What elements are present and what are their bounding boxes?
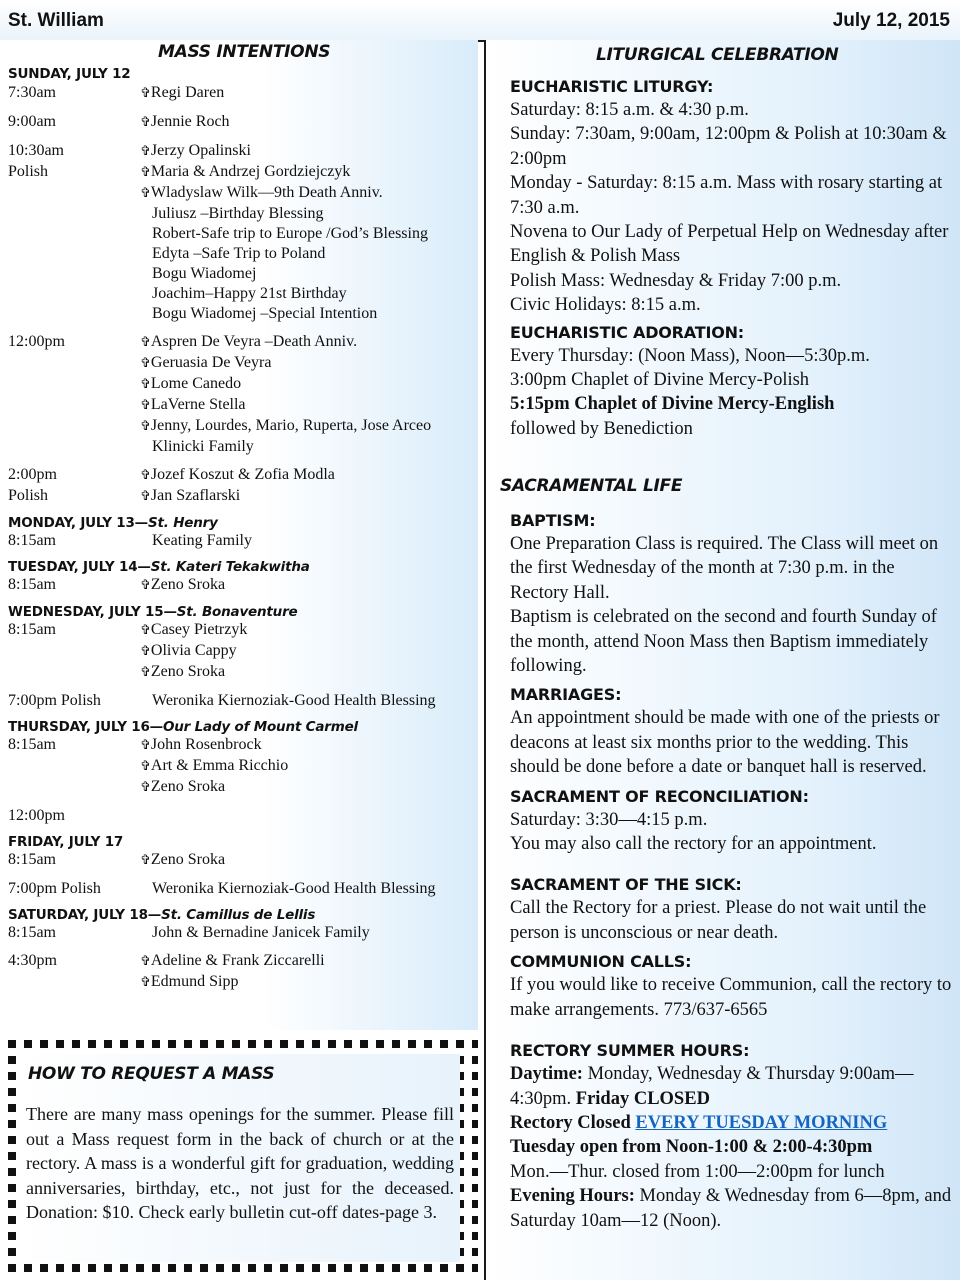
intention-row: ✞Edmund Sipp [140, 973, 239, 990]
cross-icon: ✞ [140, 377, 151, 392]
cross-icon: ✞ [140, 578, 151, 593]
intention-row: 7:00pm Polish Weronika Kiernoziak-Good Health Blessing [8, 880, 436, 897]
cross-icon: ✞ [140, 86, 151, 101]
request-mass-panel [18, 1054, 460, 1262]
cross-icon: ✞ [140, 623, 151, 638]
intention-row: 7:00pm Polish Weronika Kiernoziak-Good Health Blessing [8, 692, 436, 709]
cross-icon: ✞ [140, 954, 151, 969]
intention-row: ✞Wladyslaw Wilk—9th Death Anniv. [140, 184, 383, 201]
cross-icon: ✞ [140, 186, 151, 201]
intention-row: 10:30am ✞Jerzy Opalinski [8, 142, 251, 159]
intention-row: ✞Zeno Sroka [140, 663, 226, 680]
mass-intentions-column [0, 40, 478, 1030]
thursday-heading: THURSDAY, JULY 16—Our Lady of Mount Carmel [8, 719, 358, 735]
intention-row: 8:15am ✞Casey Pietrzyk [8, 621, 248, 638]
request-mass-text: There are many mass openings for the summer. Please fill out a Mass request form in the back of church or at the rectory. A mass is a wonderful gift for graduation, wedding anniversaries, birthday, etc., not just for the deceased. Donation: $10. Check early bulletin cut-off dates-page 3. [26, 1104, 454, 1223]
intention-row: ✞Art & Emma Ricchio [140, 757, 289, 774]
saturday-heading: SATURDAY, JULY 18—St. Camillus de Lellis [8, 907, 316, 923]
intention-row: 8:15am John & Bernadine Janicek Family [8, 924, 370, 941]
bulletin-header [0, 0, 960, 42]
mass-intentions-title: MASS INTENTIONS [158, 42, 331, 62]
intention-row: Bogu Wiadomej –Special Intention [152, 305, 378, 322]
intention-row: ✞Lome Canedo [140, 375, 242, 392]
intention-row: ✞LaVerne Stella [140, 396, 246, 413]
wednesday-heading: WEDNESDAY, JULY 15—St. Bonaventure [8, 604, 298, 620]
monday-heading: MONDAY, JULY 13—St. Henry [8, 515, 218, 531]
mass-schedule [0, 66, 478, 993]
intention-row: 8:15am Keating Family [8, 532, 252, 549]
communion-calls-heading: COMMUNION CALLS: [510, 952, 692, 972]
every-tuesday-link[interactable]: EVERY TUESDAY MORNING [635, 1112, 888, 1133]
liturgical-title: LITURGICAL CELEBRATION [596, 45, 839, 65]
tuesday-heading: TUESDAY, JULY 14—St. Kateri Tekakwitha [8, 559, 310, 575]
cross-icon: ✞ [140, 419, 151, 434]
intention-row: ✞Olivia Cappy [140, 642, 237, 659]
request-mass-box [0, 1036, 478, 1280]
cross-icon: ✞ [140, 975, 151, 990]
liturgical-section: EUCHARISTIC LITURGY: Saturday: 8:15 a.m. & 4:30 p.m. Sunday: 7:30am, 9:00am, 12:00pm & Polish at 10:30am & 2:00pm Monday - Saturday: 8:15 a.m. Mass with rosary starting at 7:30 a.m. Novena to Our Lady of Perpetual Help on Wednesday after English & Polish Mass Polish Mass: Wednesday & Friday 7:00 p.m. Civic Holidays: 8:15 a.m. EUCHARISTIC ADORATION: Every Thursday: (Noon Mass), Noon—5:30p.m. 3:00pm Chaplet of Divine Mercy-Polish 5:15pm Chaplet of Divine Mercy-English followed by Benediction [486, 76, 960, 441]
sacramental-section: BAPTISM: One Preparation Class is required. The Class will meet on the first Wednesday of the month at 7:30 p.m. in the Rectory Hall. Baptism is celebrated on the second and fourth Sunday of the month, attend Noon Mass then Baptism immediately following. MARRIAGES: An appointment should be made with one of the priests or deacons at least six months prior to the wedding. This should be done before a date or banquet hall is reserved. SACRAMENT OF RECONCILIATION: Saturday: 3:30—4:15 p.m. You may also call the rectory for an appointment. SACRAMENT OF THE SICK: Call the Rectory for a priest. Please do not wait until the person is unconscious or near death. COMMUNION CALLS: If you would like to receive Communion, call the rectory to make arrangements. 773/637-6565 RECTORY SUMMER HOURS: Daytime: Monday, Wednesday & Thursday 9:00am—4:30pm. Friday CLOSED Rectory Closed EVERY TUESDAY MORNING Tuesday open from Noon-1:00 & 2:00-4:30pm Mon.—Thur. closed from 1:00—2:00pm for lunch Evening Hours: Monday & Wednesday from 6—8pm, and Saturday 10am—12 (Noon). [486, 510, 960, 1233]
intention-row: ✞Geruasia De Veyra [140, 354, 272, 371]
sacramental-title: SACRAMENTAL LIFE [500, 476, 683, 496]
cross-icon: ✞ [140, 780, 151, 795]
intention-row: Klinicki Family [152, 438, 254, 455]
intention-row: Joachim–Happy 21st Birthday [152, 285, 347, 302]
bulletin-date: July 12, 2015 [832, 10, 950, 31]
celebration-column [484, 40, 960, 1280]
intention-row: ✞Zeno Sroka [140, 778, 226, 795]
evening-hours: Evening Hours: Monday & Wednesday from 6—8pm, and Saturday 10am—12 (Noon). [510, 1186, 952, 1231]
intention-row: Robert-Safe trip to Europe /God’s Blessing [152, 225, 428, 242]
eucharistic-adoration-heading: EUCHARISTIC ADORATION: [510, 322, 744, 342]
intention-row: 2:00pm ✞Jozef Koszut & Zofia Modla [8, 466, 335, 483]
intention-row: 9:00am ✞Jennie Roch [8, 113, 230, 130]
sick-heading: SACRAMENT OF THE SICK: [510, 875, 742, 895]
request-mass-title: HOW TO REQUEST A MASS [28, 1064, 275, 1084]
intention-row: 8:15am ✞John Rosenbrock [8, 736, 262, 753]
sunday-heading: SUNDAY, JULY 12 [8, 66, 131, 82]
parish-name: St. William [8, 10, 104, 31]
closed-tuesday: Rectory Closed EVERY TUESDAY MORNING [510, 1112, 888, 1133]
marriages-heading: MARRIAGES: [510, 685, 622, 705]
cross-icon: ✞ [140, 115, 151, 130]
cross-icon: ✞ [140, 468, 151, 483]
cross-icon: ✞ [140, 738, 151, 753]
intention-row: 7:30am ✞Regi Daren [8, 84, 225, 101]
intention-row: 4:30pm ✞Adeline & Frank Ziccarelli [8, 952, 325, 969]
baptism-heading: BAPTISM: [510, 511, 596, 530]
intention-row: Polish ✞Jan Szaflarski [8, 487, 241, 504]
daytime-hours: Daytime: Monday, Wednesday & Thursday 9:00am—4:30pm. Friday CLOSED [510, 1064, 914, 1109]
cross-icon: ✞ [140, 489, 151, 504]
cross-icon: ✞ [140, 165, 151, 180]
cross-icon: ✞ [140, 398, 151, 413]
intention-row: 8:15am ✞Zeno Sroka [8, 576, 226, 593]
cross-icon: ✞ [140, 356, 151, 371]
cross-icon: ✞ [140, 853, 151, 868]
cross-icon: ✞ [140, 335, 151, 350]
rectory-hours-heading: RECTORY SUMMER HOURS: [510, 1041, 750, 1061]
intention-row: Polish ✞Maria & Andrzej Gordziejczyk [8, 163, 351, 180]
reconciliation-heading: SACRAMENT OF RECONCILIATION: [510, 786, 809, 806]
cross-icon: ✞ [140, 644, 151, 659]
cross-icon: ✞ [140, 144, 151, 159]
friday-heading: FRIDAY, JULY 17 [8, 834, 124, 850]
intention-row: Bogu Wiadomej [152, 265, 257, 282]
intention-row: 8:15am ✞Zeno Sroka [8, 851, 226, 868]
intention-row: 12:00pm ✞Aspren De Veyra –Death Anniv. [8, 333, 358, 350]
eucharistic-liturgy-heading: EUCHARISTIC LITURGY: [510, 77, 714, 96]
intention-row: Juliusz –Birthday Blessing [152, 205, 324, 222]
intention-row: 12:00pm [8, 807, 65, 824]
intention-row: Edyta –Safe Trip to Poland [152, 245, 326, 262]
cross-icon: ✞ [140, 665, 151, 680]
intention-row: ✞Jenny, Lourdes, Mario, Ruperta, Jose Arceo [140, 417, 432, 434]
cross-icon: ✞ [140, 759, 151, 774]
